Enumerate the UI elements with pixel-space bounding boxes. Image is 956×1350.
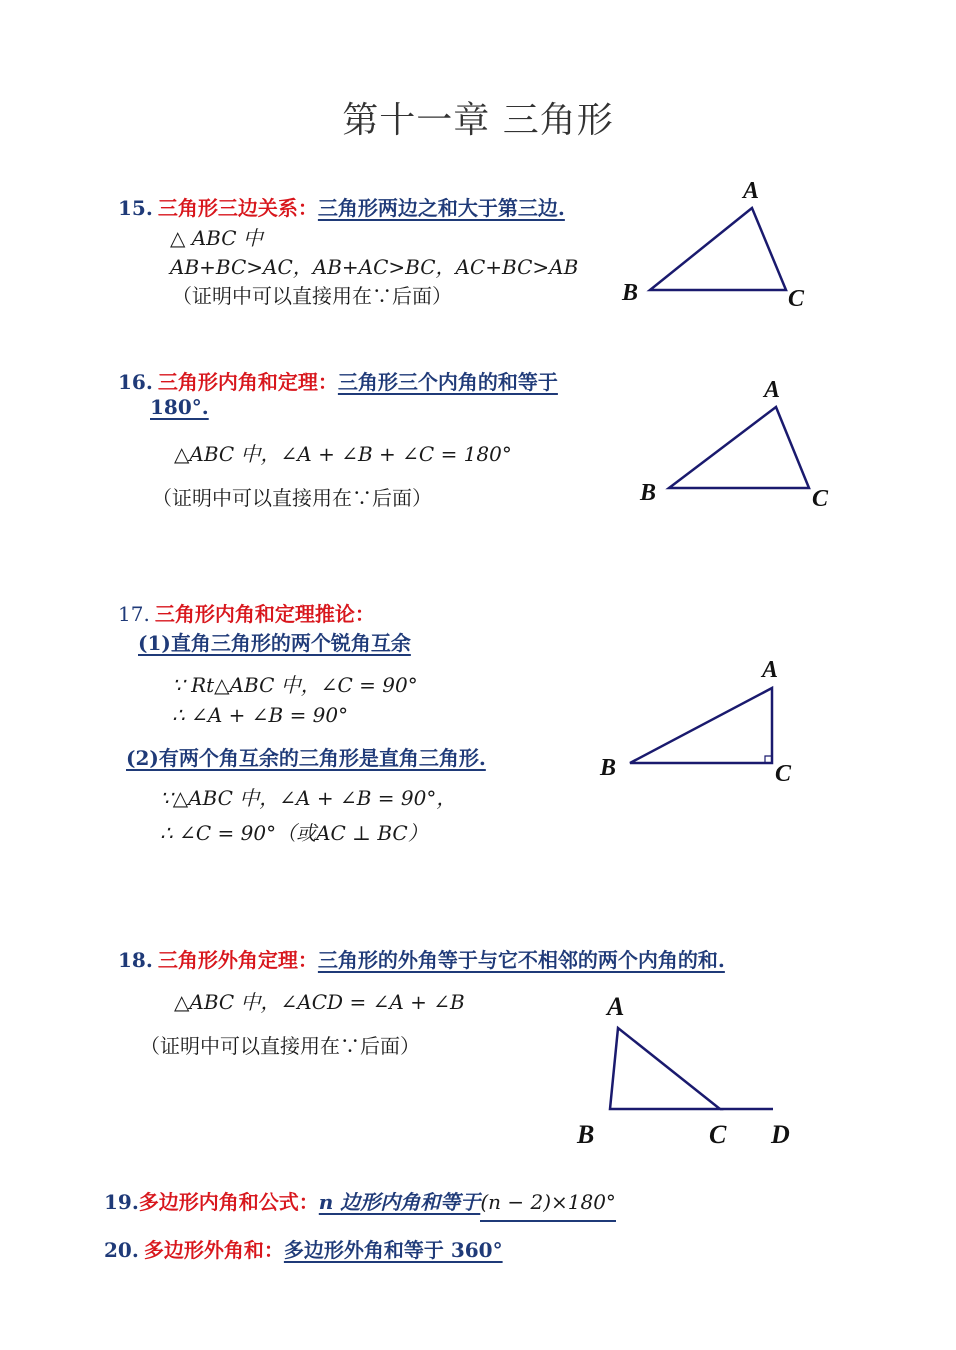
vertex-label-b: B [640,480,657,506]
section-title: 多边形外角和： [143,1238,284,1262]
s15-line2: AB+BC>AC，AB+AC>BC，AC+BC>AB [170,255,579,279]
triangle-15 [650,208,786,290]
vertex-label-a: A [764,377,781,403]
section-number: 16. [118,370,153,394]
vertex-label-c: C [775,761,792,787]
triangle-17-figure [590,650,810,790]
vertex-label-b: B [577,1120,595,1149]
triangle-18-figure [565,985,815,1155]
s18-note: （证明中可以直接用在∵后面） [140,1034,420,1058]
section-title: 三角形外角定理： [157,948,318,972]
s17-p1 [138,627,411,656]
section-number: 15. [118,196,153,220]
vertex-label-a: A [607,992,625,1021]
section-title: 多边形内角和公式： [138,1190,319,1214]
triangle-16 [669,407,809,488]
section-statement: 三角形的外角等于与它不相邻的两个内角的和. [317,948,725,972]
section-15-heading [118,192,565,221]
section-statement: n 边形内角和等于 [318,1190,481,1214]
vertex-label-c: C [788,286,805,312]
s16-formula: △ABC 中，∠A + ∠B + ∠C = 180° [174,442,512,466]
s17-p1-line1: ∵ Rt△ABC 中，∠C = 90° [172,673,418,697]
section-18-heading [118,944,725,973]
section-statement: 多边形外角和等于 360° [283,1238,503,1262]
s17-p2-line2: ∴ ∠C = 90°（或AC ⊥ BC） [160,821,428,845]
s16-note: （证明中可以直接用在∵后面） [152,486,432,510]
section-statement: 三角形两边之和大于第三边. [317,196,565,220]
vertex-label-c: C [709,1120,727,1149]
vertex-label-a: A [762,657,779,683]
triangle-15-figure [610,170,830,320]
section-number: 18. [118,948,153,972]
section-17-heading [118,598,375,627]
section-19 [104,1186,616,1222]
triangle-18 [610,1028,720,1109]
triangle-16-figure [630,365,850,525]
section-title: 三角形内角和定理推论： [154,602,375,626]
corollary-2: (2)有两个角互余的三角形是直角三角形. [126,746,486,770]
page-title: 第十一章 三角形 [342,100,614,141]
s18-formula: △ABC 中，∠ACD = ∠A + ∠B [174,990,465,1014]
section-number: 19. [104,1190,139,1214]
right-triangle-17 [630,688,772,763]
section-statement: 三角形三个内角的和等于 [337,370,558,394]
vertex-label-b: B [600,755,617,781]
formula: (n − 2)×180° [480,1190,616,1222]
s16-statement-cont [150,395,209,419]
vertex-label-b: B [622,280,639,306]
section-statement-cont: 180°. [150,395,209,419]
section-number: 17. [118,602,150,626]
vertex-label-c: C [812,486,829,512]
section-number: 20. [104,1238,139,1262]
s17-p1-line2: ∴ ∠A + ∠B = 90° [172,703,349,727]
s15-note: （证明中可以直接用在∵后面） [172,284,452,308]
corollary-1: (1)直角三角形的两个锐角互余 [138,631,411,655]
s17-p2 [126,742,486,771]
section-title: 三角形三边关系： [157,196,318,220]
vertex-label-d: D [771,1120,790,1149]
section-20 [104,1234,503,1263]
section-title: 三角形内角和定理： [157,370,338,394]
s15-line1: △ ABC 中 [170,226,263,250]
vertex-label-a: A [743,178,760,204]
section-16-heading [118,366,558,395]
s17-p2-line1: ∵△ABC 中，∠A + ∠B = 90°， [160,786,457,810]
